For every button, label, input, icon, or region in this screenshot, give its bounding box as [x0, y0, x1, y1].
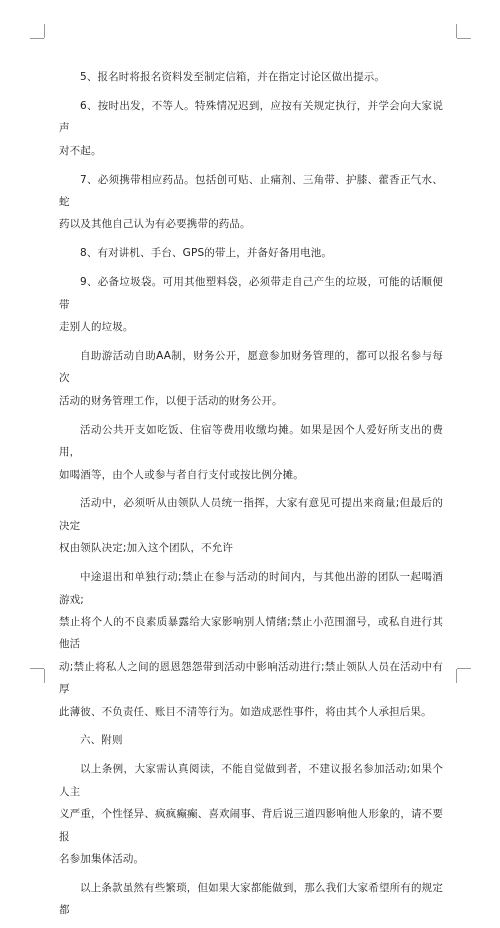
text-line: 名参加集体活动。 [59, 853, 145, 865]
paragraph [59, 66, 443, 88]
text-line: 走别人的垃圾。 [59, 321, 134, 334]
text-line: 动;禁止将私人之间的恩恩怨怨带到活动中影响活动进行;禁止领队人员在活动中有厚 [59, 660, 443, 696]
text-line: 如喝酒等，由个人或参与者自行支付或按比例分摊。 [59, 468, 304, 481]
crop-mark-bottom-right-v [456, 669, 457, 683]
crop-mark-bottom-left-v [44, 669, 45, 683]
text-line: 8、有对讲机、手台、GPS的带上，并备好备用电池。 [80, 247, 333, 260]
paragraph [59, 271, 443, 338]
paragraph [59, 419, 443, 486]
text-line: 自助游活动自助AA制，财务公开，愿意参加财务管理的，都可以报名参与每次 [59, 349, 443, 385]
paragraph [59, 729, 443, 751]
text-line: 权由领队决定;加入这个团队，不允许 [59, 542, 234, 555]
text-line: 7、必须携带相应药品。包括创可贴、止痛剂、三角带、护膝、藿香正气水、蛇 [59, 173, 443, 209]
paragraph [59, 95, 443, 162]
text-line: 义严重，个性怪异、疯疯癫癫、喜欢闹事、背后说三道四影响他人形象的，请不要报 [59, 808, 443, 843]
text-line: 药以及其他自己认为有必要携带的药品。 [59, 218, 251, 231]
paragraph [59, 169, 443, 236]
text-line: 中途退出和单独行动;禁止在参与活动的时间内，与其他出游的团队一起喝酒游戏; [59, 571, 443, 606]
text-line: 以上条例，大家需认真阅读，不能自觉做到者，不建议报名参加活动;如果个人主 [59, 763, 443, 798]
paragraph [59, 758, 443, 870]
text-line: 6、按时出发，不等人。特殊情况迟到，应按有关规定执行，并学会向大家说声 [59, 99, 443, 135]
text-line: 9、必备垃圾袋。可用其他塑料袋，必须带走自己产生的垃圾，可能的话顺便带 [59, 276, 443, 311]
text-line: 以上条款虽然有些繁琐，但如果大家都能做到，那么我们大家希望所有的规定都 [59, 881, 443, 917]
text-line: 禁止将个人的不良素质暴露给大家影响别人情绪;禁止小范围溜号，或私自进行其他活 [59, 615, 443, 651]
paragraph [59, 492, 443, 559]
crop-mark-bottom-right-h [457, 668, 471, 669]
crop-mark-top-right-h [457, 38, 471, 39]
paragraph [59, 345, 443, 412]
crop-mark-top-left-v [44, 24, 45, 38]
text-line: 此薄彼、不负责任、账目不清等行为。如造成恶性事件，将由其个人承担后果。 [59, 705, 432, 718]
paragraph [59, 242, 443, 264]
text-line: 5、报名时将报名资料发至制定信箱，并在指定讨论区做出提示。 [80, 71, 386, 83]
text-line: 六、附则 [80, 734, 123, 747]
text-line: 活动公共开支如吃饭、住宿等费用收缴均摊。如果是因个人爱好所支出的费用， [59, 423, 443, 459]
text-line: 对不起。 [59, 144, 102, 157]
document-body [59, 66, 443, 928]
crop-mark-top-right-v [456, 24, 457, 38]
text-line: 活动中，必须听从由领队人员统一指挥，大家有意见可提出来商量;但最后的决定 [59, 497, 443, 532]
crop-mark-top-left-h [30, 38, 44, 39]
paragraph [59, 877, 443, 922]
paragraph [59, 566, 443, 723]
text-line: 活动的财务管理工作，以便于活动的财务公开。 [59, 394, 283, 407]
crop-mark-bottom-left-h [30, 668, 44, 669]
